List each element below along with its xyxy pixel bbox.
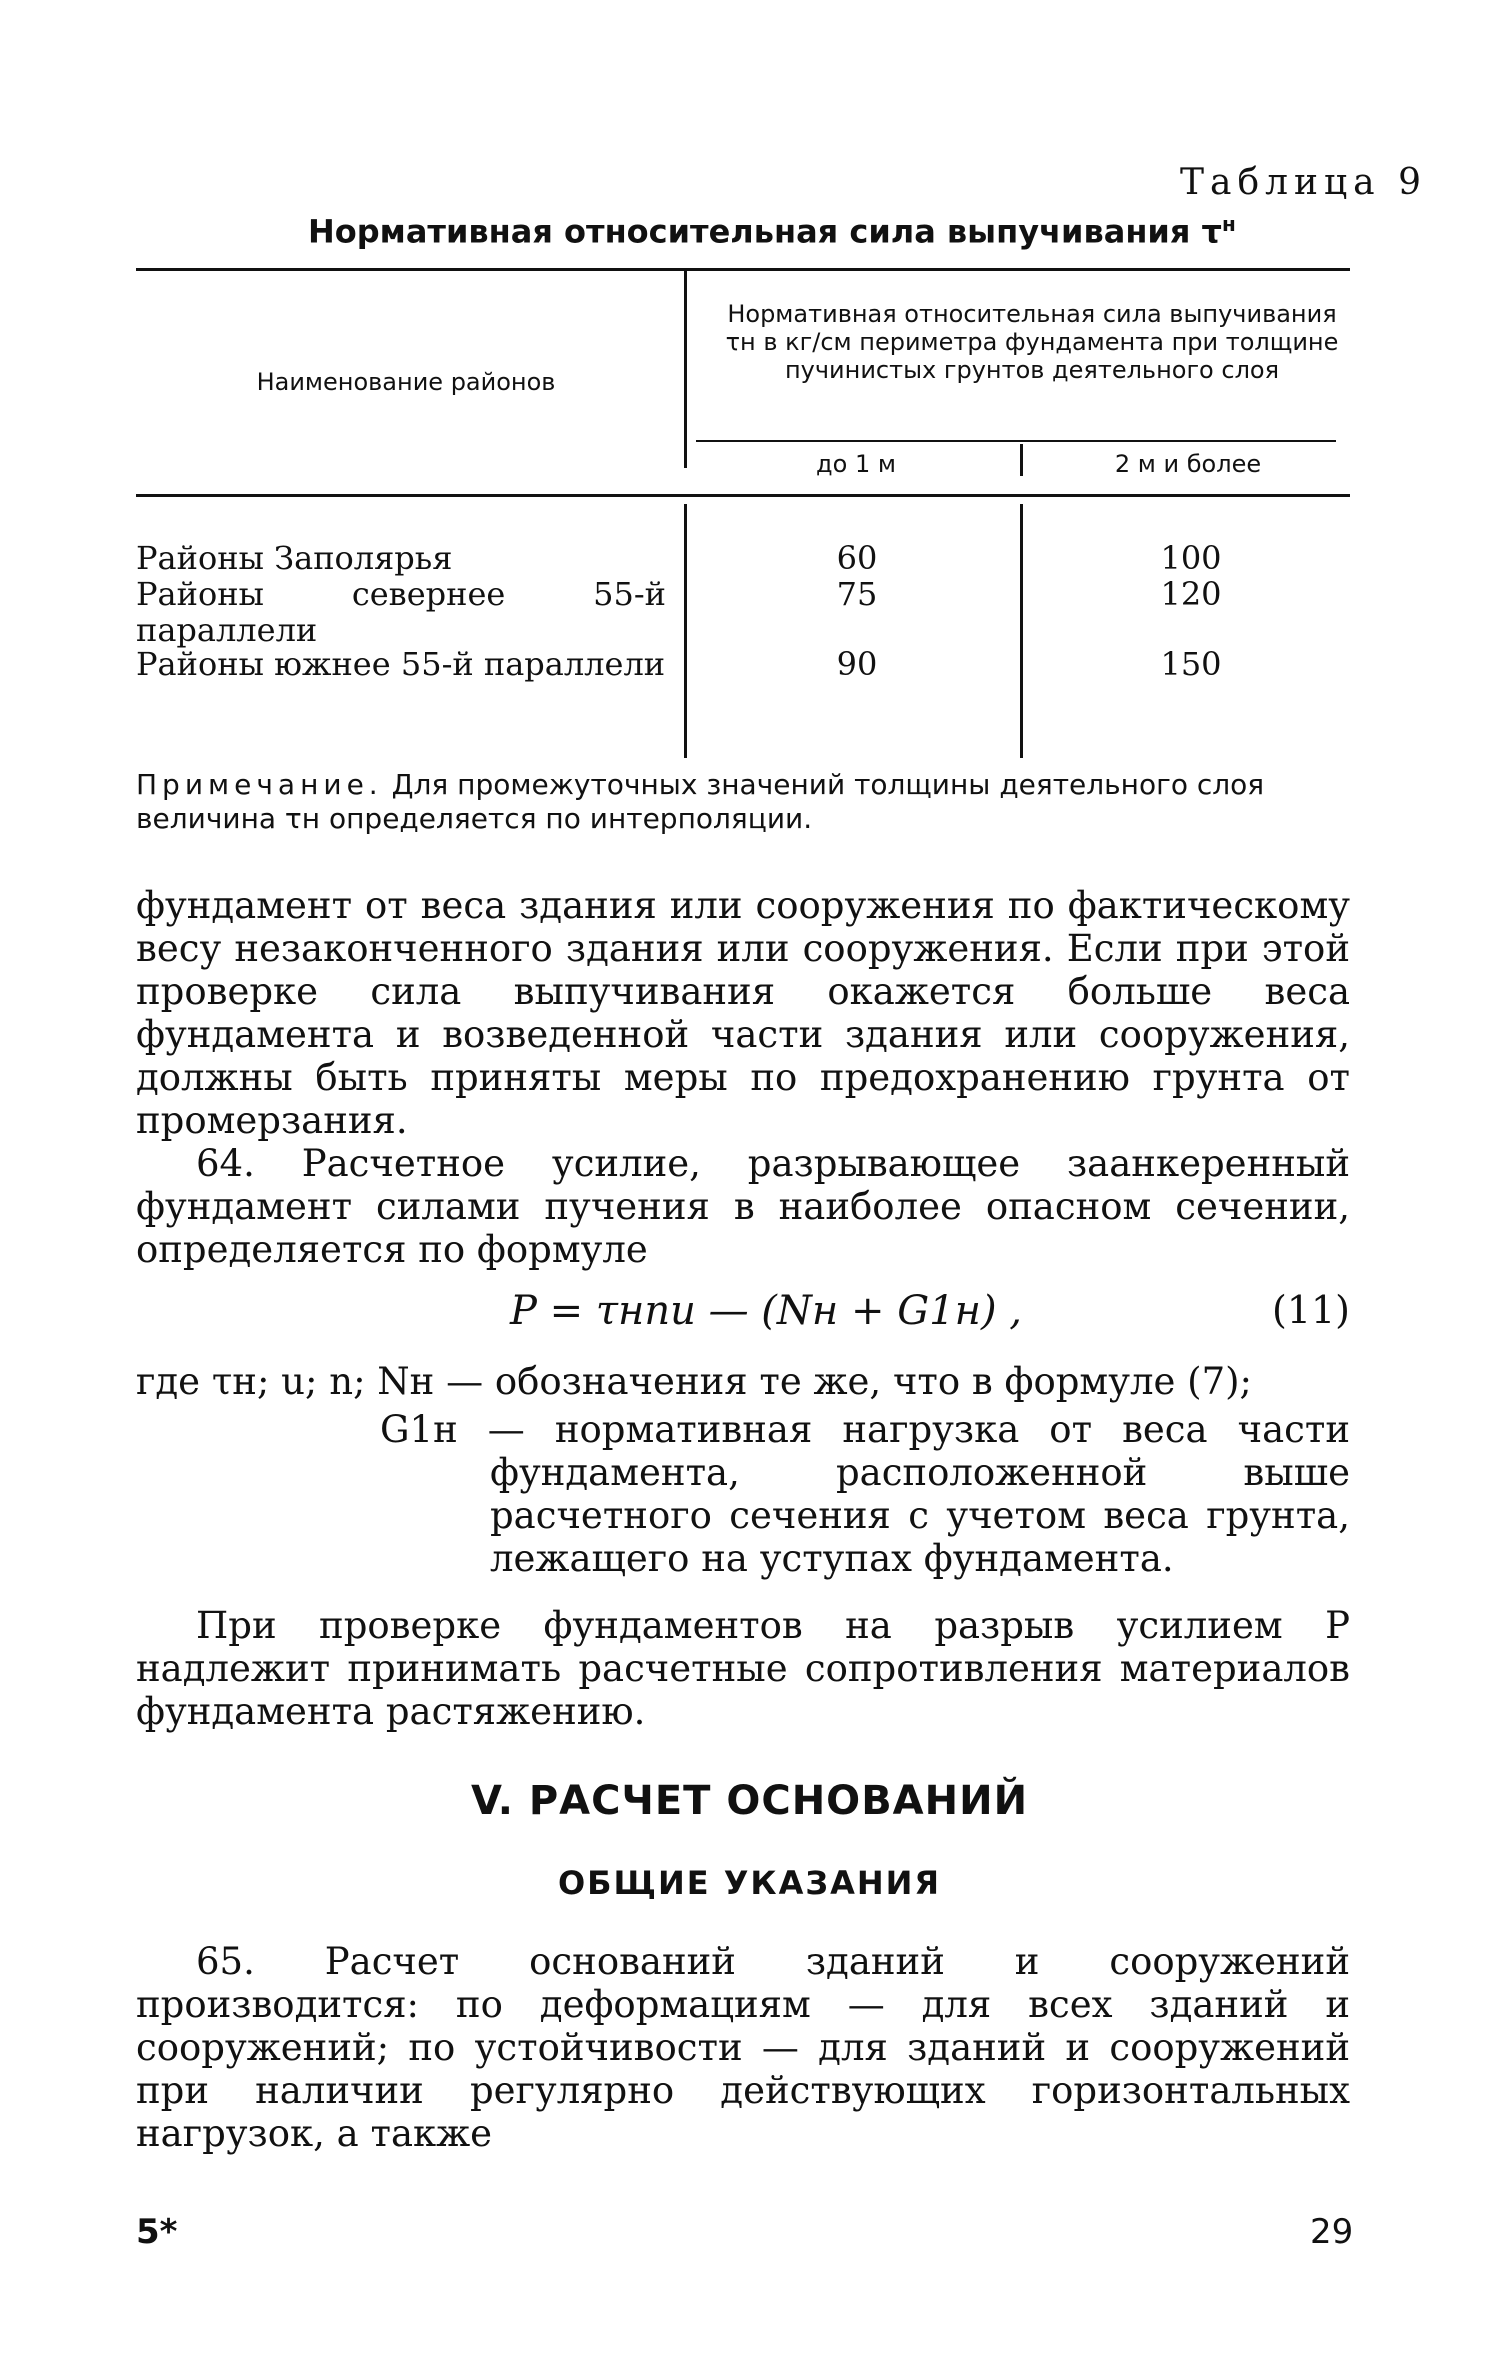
paragraph-foundation-weight: фундамент от веса здания или сооружения по фактическому весу незаконченного здания или сооружения. Если при этой проверке сила выпучивания окажется больше веса фундамента и возведенной части здания или сооружения, должны быть приняты меры по предохранению грунта от промерзания. bbox=[136, 884, 1350, 1142]
row-value-3a: 90 bbox=[836, 645, 878, 683]
header-bottom-rule bbox=[136, 494, 1350, 497]
body-divider-2 bbox=[1020, 504, 1023, 758]
row-name-3: Районы южнее 55-й параллели bbox=[136, 645, 666, 683]
row-value-1b: 100 bbox=[1160, 539, 1222, 577]
subheader-rule bbox=[696, 440, 1336, 442]
formula-number: (11) bbox=[1272, 1288, 1351, 1332]
definition-g1 bbox=[380, 1408, 1350, 1580]
table-title: Нормативная относительная сила выпучивания $\tau^н$ bbox=[308, 212, 1236, 251]
table-top-rule bbox=[136, 268, 1350, 271]
header-divider bbox=[684, 268, 687, 468]
paragraph-64: 64. Расчетное усилие, разрывающее заанкеренный фундамент силами пучения в наиболее опасном сечении, определяется по формуле bbox=[136, 1142, 1350, 1271]
formula-11: P = τнnu — (Nн + G1н) , bbox=[510, 1288, 1022, 1334]
row-name-2: Районы севернее 55-й параллели bbox=[136, 575, 666, 649]
signature-mark: 5* bbox=[136, 2212, 178, 2252]
body-divider-1 bbox=[684, 504, 687, 758]
header-region: Наименование районов bbox=[256, 368, 556, 396]
definition-g1-text: G1н — нормативная нагрузка от веса части фундамента, расположенной выше расчетного сечения с учетом веса грунта, лежащего на уступах фундамента. bbox=[380, 1408, 1350, 1580]
frost-heave-table bbox=[136, 268, 1350, 758]
page-number: 29 bbox=[1310, 2212, 1354, 2252]
section-heading: V. РАСЧЕТ ОСНОВАНИЙ bbox=[470, 1778, 1029, 1824]
paragraph-65: 65. Расчет оснований зданий и сооружений производится: по деформациям — для всех зданий и сооружений; по устойчивости — для зданий и сооружений при наличии регулярно действующих горизонтальных нагрузок, а также bbox=[136, 1940, 1350, 2155]
header-sub-1: до 1 м bbox=[816, 450, 896, 478]
header-sub-2: 2 м и более bbox=[1114, 450, 1262, 478]
row-value-2a: 75 bbox=[836, 575, 878, 613]
note-label: Примечание. bbox=[136, 768, 383, 801]
table-number: Таблица 9 bbox=[1180, 162, 1427, 203]
subsection-heading: ОБЩИЕ УКАЗАНИЯ bbox=[557, 1864, 942, 1902]
row-value-3b: 150 bbox=[1160, 645, 1222, 683]
paragraph-tension-check: При проверке фундаментов на разрыв усилием P надлежит принимать расчетные сопротивления материалов фундамента растяжению. bbox=[136, 1604, 1350, 1733]
subheader-divider bbox=[1020, 444, 1023, 476]
header-force: Нормативная относительная сила выпучивания τн в кг/см периметра фундамента при толщине пучинистых грунтов деятельного слоя bbox=[725, 300, 1339, 384]
row-name-1: Районы Заполярья bbox=[136, 539, 453, 577]
row-value-2b: 120 bbox=[1160, 575, 1222, 613]
note-text: Для промежуточных значений толщины деятельного слоя величина τн определяется по интерполяции. bbox=[136, 768, 1265, 835]
formula-legend: где τн; u; n; Nн — обозначения те же, что в формуле (7); bbox=[136, 1360, 1253, 1403]
table-note bbox=[136, 768, 1350, 836]
row-value-1a: 60 bbox=[836, 539, 878, 577]
